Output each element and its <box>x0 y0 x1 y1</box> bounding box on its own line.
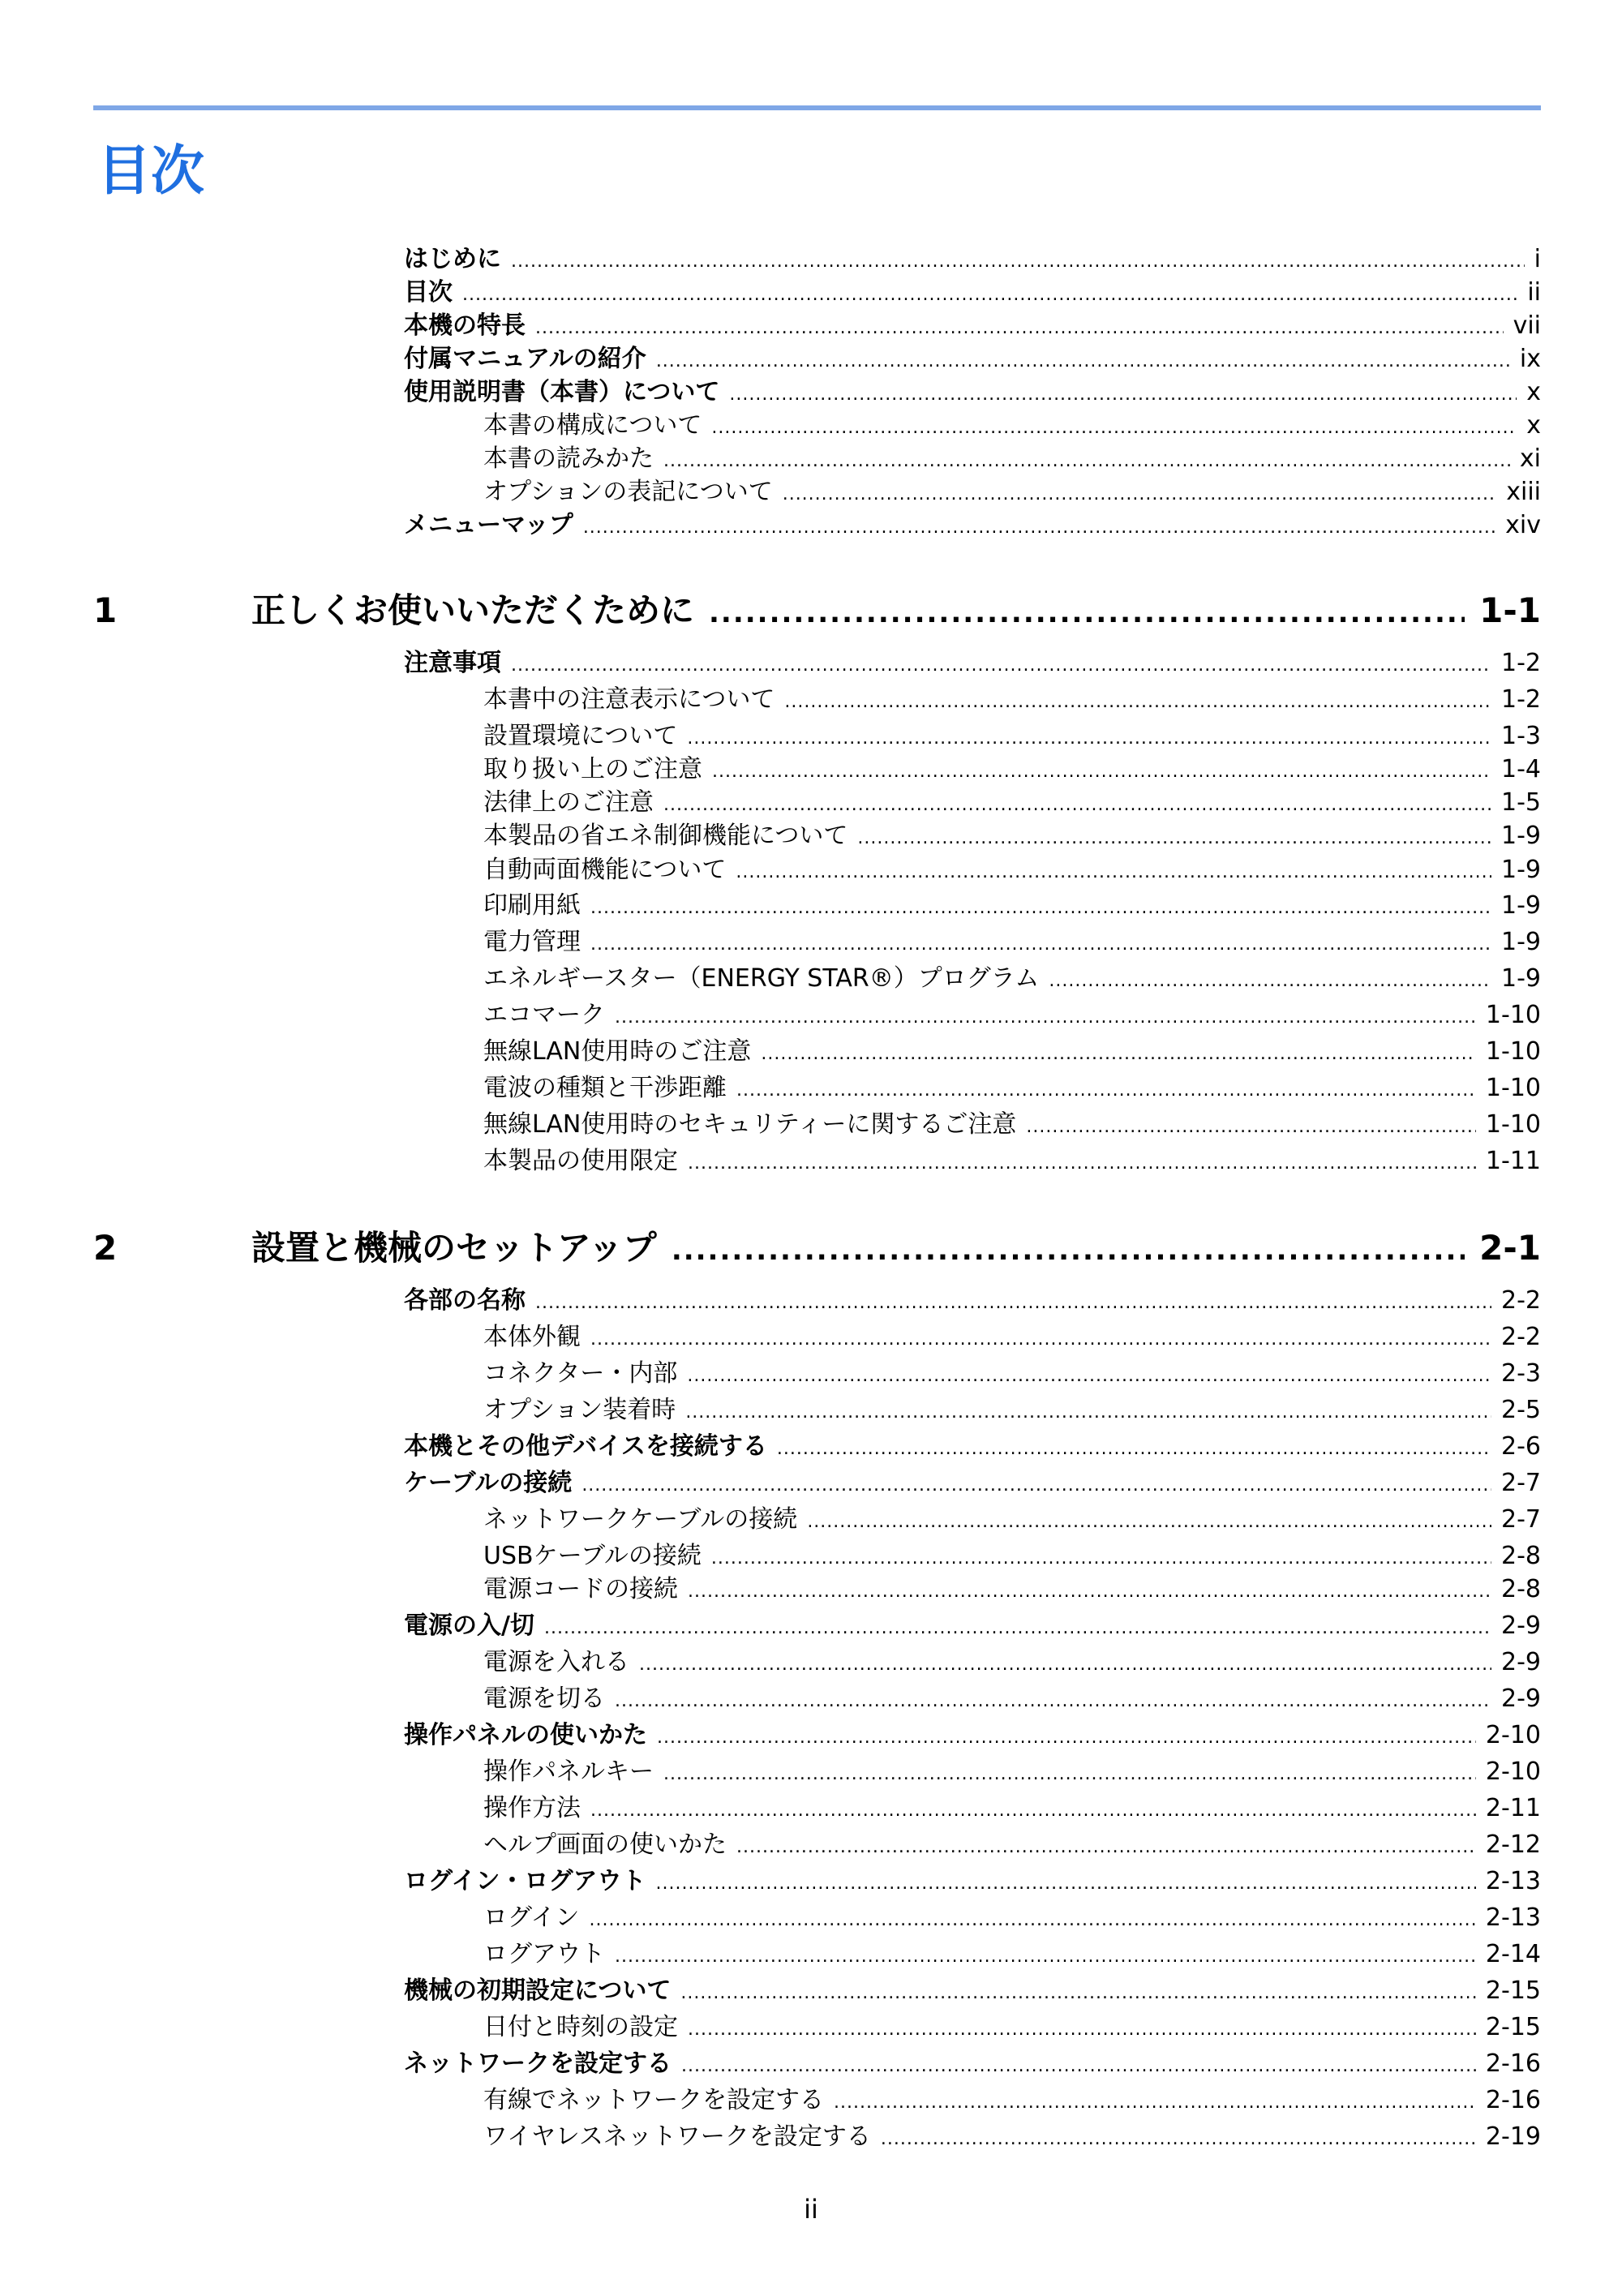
toc-entry[interactable] <box>483 1938 1541 1973</box>
toc-entry-title: 印刷用紙 <box>483 891 581 920</box>
toc-entry-title: 本書の読みかた <box>483 444 654 473</box>
toc-entry-title: ワイヤレスネットワークを設定する <box>483 2122 871 2151</box>
toc-entry-page: 1-5 <box>1501 788 1541 817</box>
leader-dots <box>688 1576 1491 1608</box>
toc-entry[interactable] <box>483 926 1541 961</box>
toc-entry-page: 1-9 <box>1501 822 1541 850</box>
toc-entry[interactable] <box>483 1145 1541 1180</box>
leader-dots <box>663 445 1510 478</box>
toc-entry-title: 注意事項 <box>404 649 501 677</box>
toc-entry-page: 2-8 <box>1501 1542 1541 1570</box>
leader-dots <box>657 1722 1476 1754</box>
toc-entry-title: 本書の構成について <box>483 411 702 440</box>
page-number: ii <box>804 2194 818 2225</box>
toc-entry-title: 本製品の使用限定 <box>483 1147 678 1175</box>
toc-entry[interactable] <box>483 1792 1541 1827</box>
toc-entry[interactable] <box>483 2121 1541 2156</box>
leader-dots <box>663 1758 1476 1791</box>
toc-entry[interactable] <box>404 509 1541 544</box>
toc-entry-page: x <box>1526 411 1541 440</box>
toc-entry[interactable] <box>483 753 1541 788</box>
toc-entry-title: はじめに <box>404 245 501 273</box>
leader-dots <box>711 412 1517 444</box>
toc-entry[interactable] <box>483 2084 1541 2119</box>
leader-dots <box>544 1612 1491 1645</box>
leader-dots <box>688 1148 1476 1180</box>
leader-dots <box>687 723 1491 755</box>
toc-entry[interactable] <box>404 243 1541 278</box>
leader-dots <box>685 1397 1491 1429</box>
toc-entry-title: 電源コードの接続 <box>483 1575 678 1603</box>
toc-entry-title: USBケーブルの接続 <box>483 1542 702 1570</box>
toc-entry-title: 日付と時刻の設定 <box>483 2013 678 2041</box>
toc-entry[interactable] <box>483 1646 1541 1681</box>
toc-entry[interactable] <box>483 1683 1541 1718</box>
toc-entry-title: ログイン・ログアウト <box>404 1867 646 1895</box>
toc-entry-page: 1-4 <box>1501 755 1541 783</box>
toc-entry-page: 2-16 <box>1485 2049 1541 2078</box>
toc-entry-title: 自動両面機能について <box>483 856 727 884</box>
toc-entry-page: 2-7 <box>1501 1505 1541 1534</box>
toc-entry-page: 2-15 <box>1485 2013 1541 2041</box>
toc-entry-title: 本機の特長 <box>404 311 526 340</box>
toc-entry[interactable] <box>483 1394 1541 1429</box>
toc-entry[interactable] <box>483 476 1541 511</box>
toc-entry-title: ネットワークケーブルの接続 <box>483 1505 798 1534</box>
toc-entry-title: 付属マニュアルの紹介 <box>404 345 646 373</box>
leader-dots <box>1026 1111 1476 1144</box>
toc-entry[interactable] <box>483 720 1541 755</box>
leader-dots <box>834 2087 1476 2119</box>
leader-dots <box>590 1324 1491 1356</box>
toc-entry[interactable] <box>483 787 1541 822</box>
toc-entry[interactable] <box>404 1975 1541 2010</box>
toc-entry-title: 操作方法 <box>483 1794 581 1822</box>
chapter-number: 1 <box>93 590 118 630</box>
toc-entry[interactable] <box>483 443 1541 478</box>
leader-dots <box>615 1685 1491 1718</box>
leader-dots <box>1049 965 1491 998</box>
leader-dots <box>535 312 1504 345</box>
toc-entry[interactable] <box>483 1036 1541 1071</box>
leader-dots <box>729 379 1517 411</box>
toc-entry[interactable] <box>483 820 1541 855</box>
toc-entry-page: 1-9 <box>1501 964 1541 993</box>
toc-entry-page: 1-9 <box>1501 928 1541 956</box>
leader-dots <box>583 512 1495 544</box>
toc-entry-page: 2-12 <box>1485 1830 1541 1859</box>
toc-entry[interactable] <box>483 854 1541 889</box>
toc-entry[interactable] <box>404 1610 1541 1645</box>
chapter-heading[interactable] <box>93 588 1541 636</box>
toc-entry-page: 2-10 <box>1485 1721 1541 1749</box>
toc-entry-page: 2-9 <box>1501 1648 1541 1676</box>
toc-entry-page: 2-8 <box>1501 1575 1541 1603</box>
toc-entry-title: オプションの表記について <box>483 478 773 506</box>
leader-dots <box>590 1904 1476 1937</box>
toc-entry-page: 2-15 <box>1485 1976 1541 2005</box>
toc-entry-title: 電源の入/切 <box>404 1611 534 1640</box>
toc-entry-page: 2-9 <box>1501 1684 1541 1713</box>
toc-entry-page: 1-9 <box>1501 891 1541 920</box>
leader-dots <box>511 246 1525 278</box>
toc-entry[interactable] <box>404 647 1541 682</box>
toc-entry-page: x <box>1526 378 1541 406</box>
leader-dots <box>761 1038 1476 1071</box>
leader-dots <box>688 2014 1476 2046</box>
toc-entry-page: 1-11 <box>1485 1147 1541 1175</box>
toc-entry-title: メニューマップ <box>404 511 573 539</box>
toc-entry-title: 本機とその他デバイスを接続する <box>404 1432 767 1461</box>
toc-entry[interactable] <box>483 890 1541 925</box>
leader-dots <box>681 2050 1476 2083</box>
toc-entry[interactable] <box>404 1431 1541 1466</box>
toc-entry-title: 無線LAN使用時のご注意 <box>483 1037 752 1066</box>
toc-entry-title: 本書中の注意表示について <box>483 685 775 714</box>
toc-entry[interactable] <box>404 376 1541 411</box>
leader-dots <box>784 686 1491 719</box>
toc-entry[interactable] <box>483 963 1541 998</box>
leader-dots <box>709 590 1465 636</box>
toc-entry[interactable] <box>483 1902 1541 1937</box>
toc-entry-title: ログイン <box>483 1903 580 1932</box>
toc-entry-title: 有線でネットワークを設定する <box>483 2086 824 2114</box>
leader-dots <box>807 1506 1491 1539</box>
toc-entry[interactable] <box>483 2011 1541 2046</box>
toc-entry[interactable] <box>483 1109 1541 1144</box>
toc-entry[interactable] <box>483 1504 1541 1539</box>
toc-entry[interactable] <box>483 410 1541 444</box>
chapter-title: 設置と機械のセットアップ <box>251 1228 657 1268</box>
toc-entry[interactable] <box>404 1467 1541 1502</box>
toc-entry-page: xi <box>1519 444 1541 473</box>
toc-entry-title: 無線LAN使用時のセキュリティーに関するご注意 <box>483 1110 1017 1139</box>
leader-dots <box>736 1831 1476 1864</box>
toc-entry-page: vii <box>1513 311 1541 340</box>
toc-entry[interactable] <box>404 1719 1541 1754</box>
toc-entry[interactable] <box>483 999 1541 1034</box>
leader-dots <box>736 1075 1476 1107</box>
chapter-page: 2-1 <box>1479 1228 1541 1268</box>
toc-entry-page: 1-10 <box>1485 1001 1541 1029</box>
leader-dots <box>711 1543 1491 1575</box>
leader-dots <box>672 1228 1465 1273</box>
toc-entry-title: オプション装着時 <box>483 1396 676 1424</box>
chapter-page: 1-1 <box>1479 590 1541 630</box>
toc-entry-title: 電源を入れる <box>483 1648 629 1676</box>
leader-dots <box>590 892 1491 925</box>
leader-dots <box>712 756 1491 788</box>
chapter-heading[interactable] <box>93 1225 1541 1273</box>
leader-dots <box>680 1977 1476 2010</box>
toc-entry-title: 機械の初期設定について <box>404 1976 672 2005</box>
leader-dots <box>590 1795 1476 1827</box>
toc-entry[interactable] <box>483 1756 1541 1791</box>
chapter-number: 2 <box>93 1228 118 1268</box>
toc-entry-page: xiv <box>1505 511 1541 539</box>
chapter-title: 正しくお使いいただくために <box>251 590 695 630</box>
toc-entry-title: コネクター・内部 <box>483 1359 678 1388</box>
toc-entry[interactable] <box>483 1358 1541 1393</box>
toc-entry[interactable] <box>483 1540 1541 1575</box>
leader-dots <box>857 822 1491 855</box>
leader-dots <box>535 1287 1491 1320</box>
toc-entry-page: 2-14 <box>1485 1940 1541 1968</box>
toc-entry-page: 1-10 <box>1485 1037 1541 1066</box>
toc-entry-page: 2-13 <box>1485 1867 1541 1895</box>
leader-dots <box>656 345 1510 378</box>
leader-dots <box>639 1649 1491 1681</box>
toc-entry[interactable] <box>483 684 1541 719</box>
toc-entry-title: 使用説明書（本書）について <box>404 378 720 406</box>
toc-entry-title: 本製品の省エネ制御機能について <box>483 822 848 850</box>
toc-entry-title: 操作パネルキー <box>483 1757 654 1786</box>
toc-entry[interactable] <box>404 2048 1541 2083</box>
toc-entry-title: ケーブルの接続 <box>404 1469 573 1497</box>
toc-entry-page: 2-7 <box>1501 1469 1541 1497</box>
toc-entry[interactable] <box>483 1829 1541 1864</box>
toc-entry[interactable] <box>483 1321 1541 1356</box>
toc-entry[interactable] <box>404 277 1541 311</box>
leader-dots <box>590 929 1491 961</box>
page-title: 目次 <box>97 139 204 202</box>
leader-dots <box>777 1433 1491 1466</box>
toc-entry-page: 2-3 <box>1501 1359 1541 1388</box>
toc-entry[interactable] <box>483 1072 1541 1107</box>
toc-entry-page: 2-11 <box>1485 1794 1541 1822</box>
toc-entry-page: ix <box>1519 345 1541 373</box>
toc-entry-page: 1-10 <box>1485 1110 1541 1139</box>
toc-entry-title: ヘルプ画面の使いかた <box>483 1830 727 1859</box>
toc-entry-page: 1-2 <box>1501 685 1541 714</box>
leader-dots <box>656 1868 1476 1900</box>
toc-entry-title: エネルギースター（ENERGY STAR®）プログラム <box>483 964 1040 993</box>
leader-dots <box>511 650 1491 682</box>
leader-dots <box>736 856 1491 889</box>
toc-entry-page: i <box>1534 245 1541 273</box>
toc-entry-page: ii <box>1527 278 1541 307</box>
toc-entry-page: 1-2 <box>1501 649 1541 677</box>
leader-dots <box>881 2123 1476 2156</box>
toc-entry[interactable] <box>404 310 1541 345</box>
toc-entry-title: 電波の種類と干渉距離 <box>483 1074 727 1102</box>
toc-entry-page: 1-3 <box>1501 722 1541 750</box>
leader-dots <box>615 1002 1476 1034</box>
header-rule <box>93 105 1541 110</box>
toc-entry-title: ネットワークを設定する <box>404 2049 672 2078</box>
leader-dots <box>783 479 1497 511</box>
toc-entry-title: 電力管理 <box>483 928 581 956</box>
toc-entry-page: 2-13 <box>1485 1903 1541 1932</box>
toc-entry[interactable] <box>404 1865 1541 1900</box>
toc-entry-page: 2-10 <box>1485 1757 1541 1786</box>
leader-dots <box>462 279 1517 311</box>
toc-entry-title: 取り扱い上のご注意 <box>483 755 702 783</box>
leader-dots <box>615 1941 1476 1973</box>
toc-entry[interactable] <box>483 1573 1541 1608</box>
toc-entry-title: 各部の名称 <box>404 1286 526 1315</box>
toc-entry-page: 2-16 <box>1485 2086 1541 2114</box>
toc-entry-title: 設置環境について <box>483 722 678 750</box>
leader-dots <box>663 789 1491 822</box>
toc-entry-title: 目次 <box>404 278 453 307</box>
toc-entry-page: 2-5 <box>1501 1396 1541 1424</box>
toc-entry-page: 2-2 <box>1501 1286 1541 1315</box>
leader-dots <box>581 1470 1491 1502</box>
toc-entry-page: 1-10 <box>1485 1074 1541 1102</box>
toc-entry-page: 2-2 <box>1501 1323 1541 1351</box>
toc-entry-title: エコマーク <box>483 1001 605 1029</box>
toc-entry-title: ログアウト <box>483 1940 605 1968</box>
toc-entry-title: 本体外観 <box>483 1323 581 1351</box>
toc-entry[interactable] <box>404 1285 1541 1320</box>
toc-entry-title: 電源を切る <box>483 1684 605 1713</box>
leader-dots <box>687 1360 1491 1393</box>
toc-entry-page: 1-9 <box>1501 856 1541 884</box>
toc-entry-page: 2-9 <box>1501 1611 1541 1640</box>
toc-entry-title: 法律上のご注意 <box>483 788 654 817</box>
toc-entry-page: 2-6 <box>1501 1432 1541 1461</box>
toc-entry-page: 2-19 <box>1485 2122 1541 2151</box>
toc-entry-title: 操作パネルの使いかた <box>404 1721 647 1749</box>
toc-entry[interactable] <box>404 343 1541 378</box>
toc-entry-page: xiii <box>1506 478 1541 506</box>
